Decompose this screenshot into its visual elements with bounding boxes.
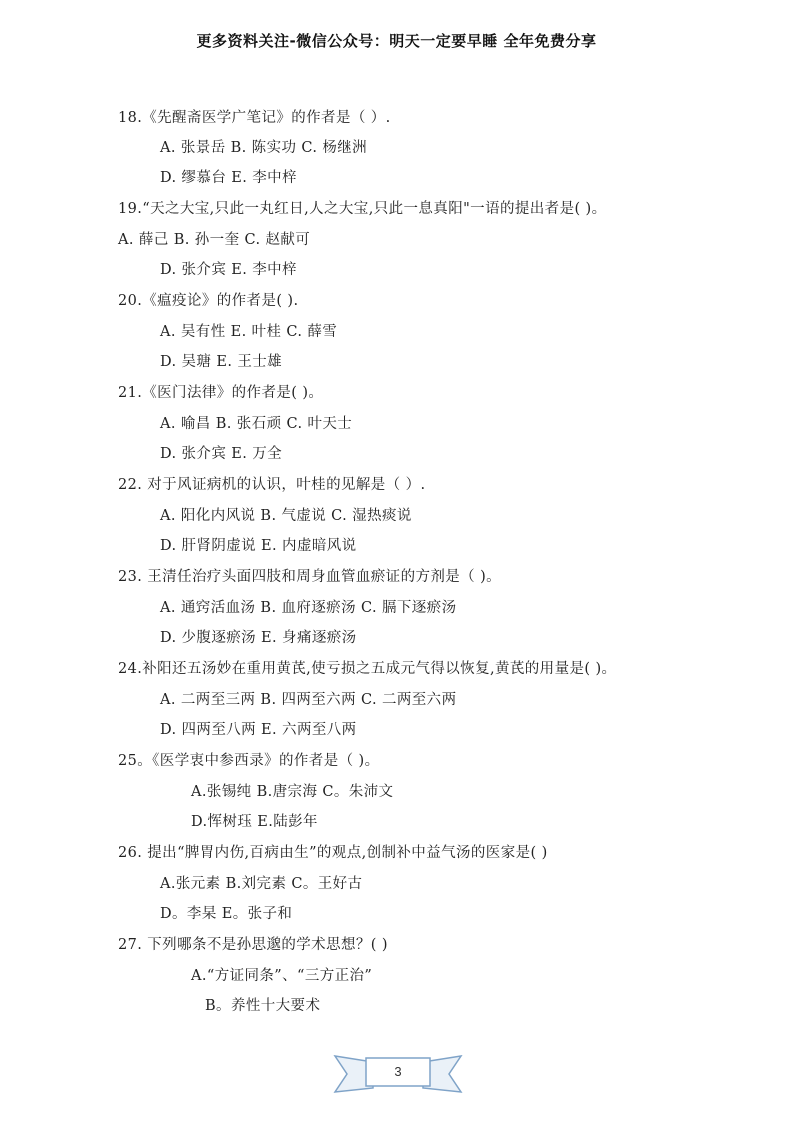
q18-options-2: D. 缪慕台 E. 李中梓 <box>160 170 297 186</box>
q19-options-2: D. 张介宾 E. 李中梓 <box>160 262 297 278</box>
question-27: 27. 下列哪条不是孙思邈的学术思想？( ) <box>118 937 388 953</box>
q20-options-1: A. 吴有性 E. 叶桂 C. 薛雪 <box>160 324 338 340</box>
q27-option-b: B。养性十大要术 <box>205 998 321 1014</box>
q21-options-2: D. 张介宾 E. 万全 <box>160 446 283 462</box>
q21-options-1: A. 喻昌 B. 张石顽 C. 叶天士 <box>160 416 353 432</box>
q25-options-2: D.恽树珏 E.陆彭年 <box>191 814 318 830</box>
question-18: 18.《先醒斋医学广笔记》的作者是（ ）. <box>118 110 391 126</box>
question-25: 25。《医学衷中参西录》的作者是（ )。 <box>118 753 380 769</box>
q26-options-1: A.张元素 B.刘完素 C。王好古 <box>160 876 363 892</box>
question-21: 21.《医门法律》的作者是( )。 <box>118 385 324 401</box>
q24-options-2: D. 四两至八两 E. 六两至八两 <box>160 722 357 738</box>
q22-options-2: D. 肝肾阴虚说 E. 内虚暗风说 <box>160 538 357 554</box>
q23-options-2: D. 少腹逐瘀汤 E. 身痛逐瘀汤 <box>160 630 357 646</box>
question-24: 24.补阳还五汤妙在重用黄芪,使亏损之五成元气得以恢复,黄芪的用量是( )。 <box>118 661 617 677</box>
question-19: 19.“天之大宝,只此一丸红日,人之大宝,只此一息真阳"一语的提出者是( )。 <box>118 201 607 217</box>
question-22: 22. 对于风证病机的认识，叶桂的见解是（ ）. <box>118 477 426 493</box>
q19-options-1: A. 薛己 B. 孙一奎 C. 赵献可 <box>118 232 311 248</box>
q20-options-2: D. 吴瑭 E. 王士雄 <box>160 354 283 370</box>
q24-options-1: A. 二两至三两 B. 四两至六两 C. 二两至六两 <box>160 692 457 708</box>
q27-option-a: A.“方证同条”、“三方正治” <box>191 968 373 984</box>
question-23: 23. 王清任治疗头面四肢和周身血管血瘀证的方剂是（ )。 <box>118 569 502 585</box>
question-20: 20.《瘟疫论》的作者是( ). <box>118 293 299 309</box>
page-header: 更多资料关注-微信公众号：明天一定要早睡 全年免费分享 <box>196 32 597 50</box>
q22-options-1: A. 阳化内风说 B. 气虚说 C. 湿热痰说 <box>160 508 412 524</box>
q23-options-1: A. 通窍活血汤 B. 血府逐瘀汤 C. 膈下逐瘀汤 <box>160 600 457 616</box>
question-26: 26. 提出“脾胃内伤,百病由生”的观点,创制补中益气汤的医家是( ) <box>118 845 548 861</box>
q25-options-1: A.张锡纯 B.唐宗海 C。朱沛文 <box>191 784 394 800</box>
page-number: 3 <box>394 1064 402 1079</box>
q18-options-1: A. 张景岳 B. 陈实功 C. 杨继洲 <box>160 140 368 156</box>
q26-options-2: D。李杲 E。张子和 <box>160 906 293 922</box>
